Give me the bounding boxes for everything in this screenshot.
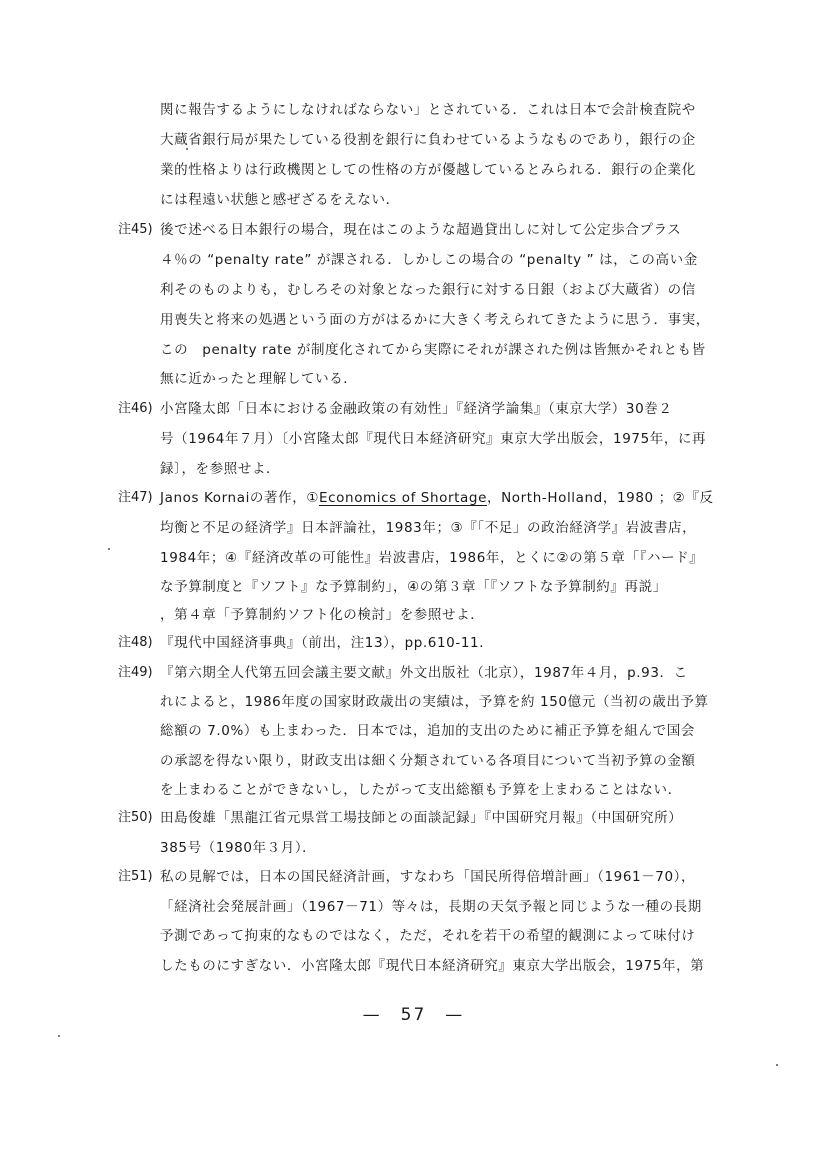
note-47-label: 注47) xyxy=(118,490,153,505)
note-46-line: 小宮隆太郎「日本における金融政策の有効性」『経済学論集』（東京大学）30巻２ xyxy=(160,401,673,417)
note-47-line xyxy=(160,488,714,508)
note-49-line: れによると，1986年度の国家財政歳出の実績は，予算を約 150億元（当初の歳出予算 xyxy=(160,694,709,710)
note-45-line: 利そのものよりも，むしろその対象となった銀行に対する日銀（および大蔵省）の信 xyxy=(160,282,696,298)
note-47-line: ，第４章「予算制約ソフト化の検討」を参照せよ． xyxy=(160,607,485,623)
note-46-line: 号（1964年７月）〔小宮隆太郎『現代日本経済研究』東京大学出版会，1975年，に再 xyxy=(160,431,707,447)
note-51-label: 注51) xyxy=(118,869,153,884)
note-51-line: 私の見解では，日本の国民経済計画，すなわち「国民所得倍増計画」（1961－70）， xyxy=(160,869,696,885)
note-47-line: 均衡と不足の経済学』日本評論社，1983年；③『「不足」の政治経済学』岩波書店， xyxy=(160,520,697,536)
note-47-author: Janos Kornaiの著作，① xyxy=(160,490,320,506)
note-49-line: 総額の 7.0%）も上まわった．日本では，追加的支出のために補正予算を組んで国会 xyxy=(160,723,695,739)
note-47-publisher: ，North-Holland，1980 ；②『反 xyxy=(487,490,714,506)
scan-speck xyxy=(108,548,110,550)
intro-line: には程遠い状態と感ぜざるをえない． xyxy=(160,192,400,208)
intro-line: 関に報告するようにしなければならない」とされている．これは日本で会計検査院や xyxy=(160,102,696,118)
note-47-line: な予算制度と『ソフト』な予算制約」，④の第３章「『ソフトな予算制約』再説」 xyxy=(160,579,667,595)
note-50-label: 注50) xyxy=(118,810,153,825)
note-49-label: 注49) xyxy=(118,665,153,680)
intro-line: 大蔵省銀行局が果たしている役割を銀行に負わせているようなものであり，銀行の企 xyxy=(160,132,696,148)
note-45-line: この penalty rate が制度化されてから実際にそれが課された例は皆無かそれとも皆 xyxy=(160,342,706,358)
intro-line: 業的性格よりは行政機関としての性格の方が優越しているとみられる．銀行の企業化 xyxy=(160,162,696,178)
scan-speck xyxy=(186,148,188,150)
scan-speck xyxy=(776,1064,778,1066)
note-45-line: ４％の “penalty rate” が課される．しかしこの場合の “penalty ” は，この高い金 xyxy=(160,252,698,268)
page-number: — 57 — xyxy=(362,1005,465,1025)
scan-speck xyxy=(58,1035,60,1037)
note-47-line: 1984年；④『経済改革の可能性』岩波書店，1986年，とくに②の第５章「『ハード』 xyxy=(160,550,704,566)
note-51-line: したものにすぎない．小宮隆太郎『現代日本経済研究』東京大学出版会，1975年，第 xyxy=(160,958,705,974)
note-49-line: の承認を得ない限り，財政支出は細く分類されている各項目について当初予算の金額 xyxy=(160,753,696,769)
book-title-economics-of-shortage: Economics of Shortage xyxy=(319,490,487,506)
note-45-line: 用喪失と将来の処遇という面の方がはるかに大きく考えられてきたように思う．事実， xyxy=(160,312,710,328)
note-45-line: 後で述べる日本銀行の場合，現在はこのような超過貸出しに対して公定歩合プラス xyxy=(160,222,682,238)
note-45-label: 注45) xyxy=(118,222,153,237)
note-48-label: 注48) xyxy=(118,635,153,650)
note-46-label: 注46) xyxy=(118,401,153,416)
note-49-line: 『第六期全人代第五回会議主要文献』外文出版社（北京），1987年４月，p.93．こ xyxy=(160,665,688,681)
note-45-line: 無に近かったと理解している． xyxy=(160,371,358,387)
note-50-line: 385号（1980年３月）． xyxy=(160,840,317,856)
note-51-line: 予測であって拘束的なものではなく，ただ，それを若干の希望的観測によって味付け xyxy=(160,928,696,944)
note-50-line: 田島俊雄「黒龍江省元県営工場技師との面談記録」『中国研究月報』（中国研究所） xyxy=(160,810,683,826)
note-49-line: を上まわることができないし，したがって支出総額も予算を上まわることはない． xyxy=(160,782,682,798)
note-51-line: 「経済社会発展計画」（1967－71）等々は，長期の天気予報と同じような一種の長期 xyxy=(160,899,702,915)
note-46-line: 録〕，を参照せよ． xyxy=(160,461,281,477)
note-48-line: 『現代中国経済事典』（前出，注13），pp.610-11． xyxy=(160,635,494,651)
